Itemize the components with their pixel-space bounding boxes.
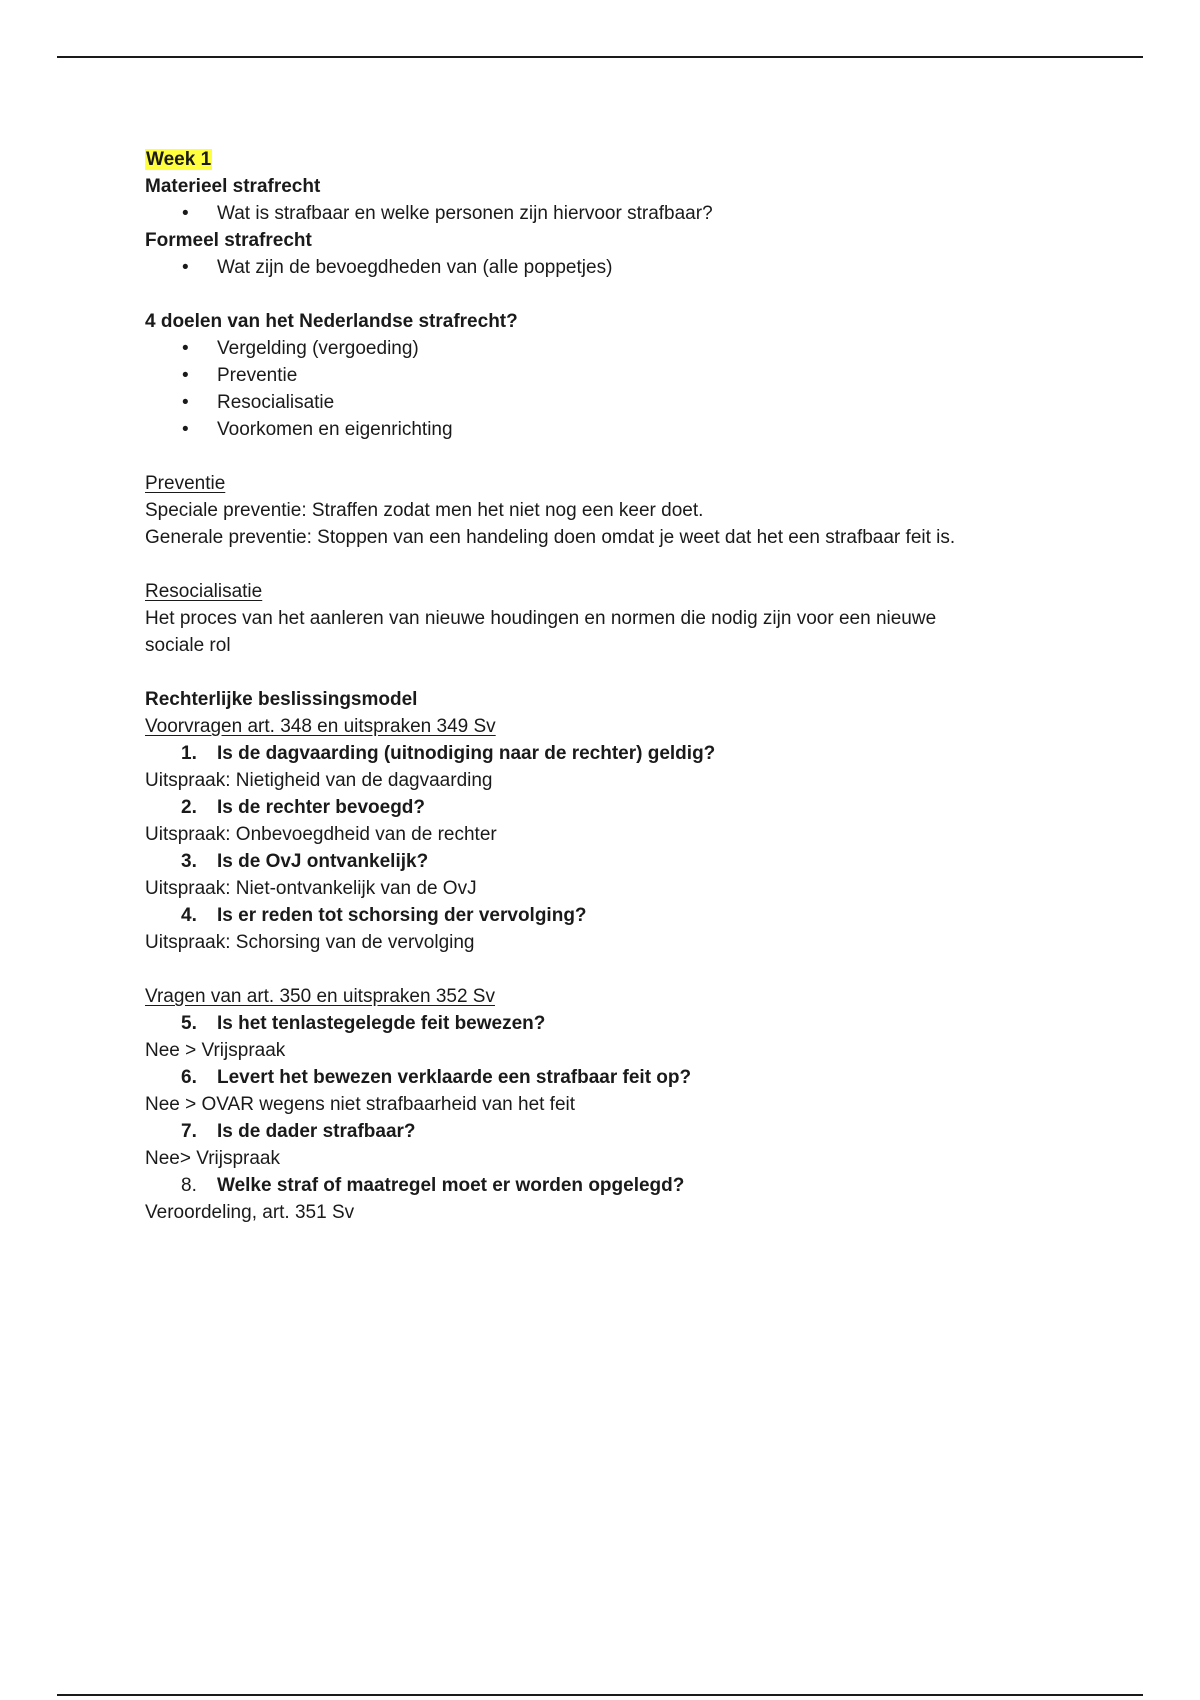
preventie-heading: Preventie <box>145 473 226 494</box>
answer-text: Uitspraak: Schorsing van de vervolging <box>145 932 475 953</box>
header-rule <box>57 56 1143 58</box>
bullet-icon: • <box>182 392 189 413</box>
question-item: 4. Is er reden tot schorsing der vervolging? <box>181 905 587 926</box>
bullet-icon: • <box>182 419 189 440</box>
question-item: 7. Is de dader strafbaar? <box>181 1121 416 1142</box>
answer-text: Uitspraak: Niet-ontvankelijk van de OvJ <box>145 878 477 899</box>
resocialisatie-text-2: sociale rol <box>145 635 231 656</box>
resocialisatie-text-1: Het proces van het aanleren van nieuwe houdingen en normen die nodig zijn voor een nieuwe <box>145 608 937 629</box>
question-item: 5. Is het tenlastegelegde feit bewezen? <box>181 1013 546 1034</box>
bullet-icon: • <box>182 338 189 359</box>
question-item: 3. Is de OvJ ontvankelijk? <box>181 851 429 872</box>
materieel-heading: Materieel strafrecht <box>145 176 321 197</box>
answer-text: Uitspraak: Nietigheid van de dagvaarding <box>145 770 493 791</box>
list-item: • Wat is strafbaar en welke personen zijn hiervoor strafbaar? <box>145 200 1095 227</box>
list-item: • Vergelding (vergoeding) <box>145 335 1095 362</box>
generale-preventie: Generale preventie: Stoppen van een handeling doen omdat je weet dat het een strafbaar feit is. <box>145 527 956 548</box>
question-item: 6. Levert het bewezen verklaarde een strafbaar feit op? <box>181 1067 692 1088</box>
list-item: • Wat zijn de bevoegdheden van (alle poppetjes) <box>145 254 1095 281</box>
question-item: 2. Is de rechter bevoegd? <box>181 797 426 818</box>
resocialisatie-heading: Resocialisatie <box>145 581 263 602</box>
formeel-heading: Formeel strafrecht <box>145 230 312 251</box>
bullet-icon: • <box>182 203 189 224</box>
doelen-heading: 4 doelen van het Nederlandse strafrecht? <box>145 311 518 332</box>
answer-text: Uitspraak: Onbevoegdheid van de rechter <box>145 824 497 845</box>
answer-text: Nee > Vrijspraak <box>145 1040 286 1061</box>
speciale-preventie: Speciale preventie: Straffen zodat men het niet nog een keer doet. <box>145 500 704 521</box>
answer-text: Nee> Vrijspraak <box>145 1148 280 1169</box>
bullet-icon: • <box>182 257 189 278</box>
footer-rule <box>57 1694 1143 1696</box>
document-body <box>145 146 1095 1226</box>
list-item: • Preventie <box>145 362 1095 389</box>
voorvragen-heading: Voorvragen art. 348 en uitspraken 349 Sv <box>145 716 496 737</box>
question-item: 8. Welke straf of maatregel moet er worden opgelegd? <box>181 1175 685 1196</box>
list-item: • Voorkomen en eigenrichting <box>145 416 1095 443</box>
vragen-heading: Vragen van art. 350 en uitspraken 352 Sv <box>145 986 495 1007</box>
model-heading: Rechterlijke beslissingsmodel <box>145 689 418 710</box>
answer-text: Nee > OVAR wegens niet strafbaarheid van het feit <box>145 1094 576 1115</box>
week-highlight: Week 1 <box>146 149 212 170</box>
question-item: 1. Is de dagvaarding (uitnodiging naar de rechter) geldig? <box>181 743 716 764</box>
list-item: • Resocialisatie <box>145 389 1095 416</box>
answer-text: Veroordeling, art. 351 Sv <box>145 1202 355 1223</box>
week-label <box>145 146 1095 173</box>
bullet-icon: • <box>182 365 189 386</box>
